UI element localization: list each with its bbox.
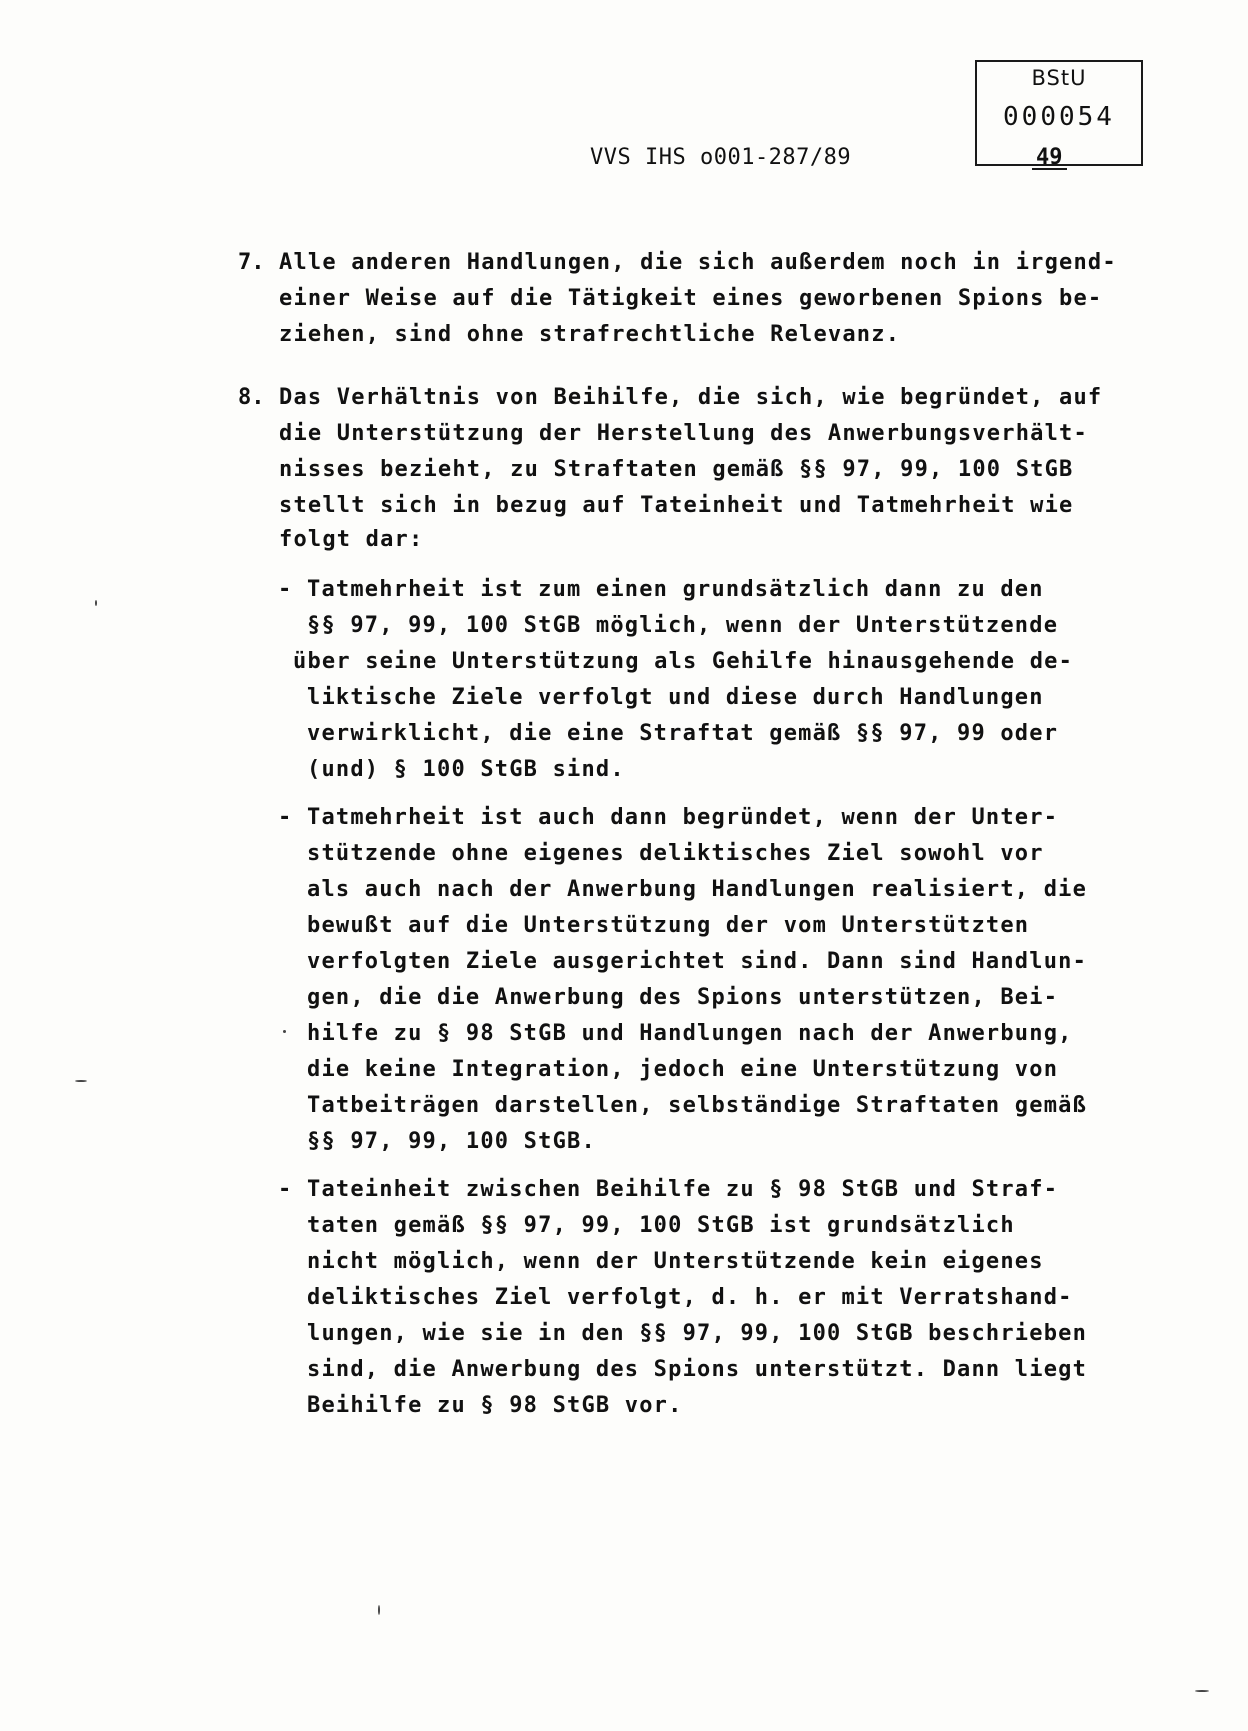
scan-speck <box>378 1605 380 1615</box>
bullet-3-marker: - <box>278 1177 292 1202</box>
bullet-3-line: lungen, wie sie in den §§ 97, 99, 100 StGB beschrieben <box>307 1321 1088 1346</box>
scan-speck <box>75 1080 87 1082</box>
bullet-1-line: liktische Ziele verfolgt und diese durch Handlungen <box>307 685 1044 710</box>
item-8-line: die Unterstützung der Herstellung des Anwerbungsverhält- <box>279 421 1088 446</box>
bullet-2-line: gen, die die Anwerbung des Spions unterstützen, Bei- <box>307 985 1059 1010</box>
bullet-3-line: Tateinheit zwischen Beihilfe zu § 98 StGB und Straf- <box>307 1177 1059 1202</box>
bullet-2-line: Tatmehrheit ist auch dann begründet, wenn der Unter- <box>307 805 1059 830</box>
bullet-2-line: verfolgten Ziele ausgerichtet sind. Dann sind Handlun- <box>307 949 1088 974</box>
bullet-2-line: die keine Integration, jedoch eine Unterstützung von <box>307 1057 1059 1082</box>
item-7-line: einer Weise auf die Tätigkeit eines geworbenen Spions be- <box>279 286 1103 311</box>
bullet-2-line: §§ 97, 99, 100 StGB. <box>307 1129 596 1154</box>
scan-speck <box>1195 1690 1209 1692</box>
bullet-1-line: (und) § 100 StGB sind. <box>307 757 625 782</box>
page-number: 49 <box>1032 148 1067 170</box>
scan-speck <box>95 600 97 606</box>
bullet-3-line: nicht möglich, wenn der Unterstützende kein eigenes <box>307 1249 1044 1274</box>
scan-speck <box>283 1030 286 1033</box>
item-8-line: stellt sich in bezug auf Tateinheit und Tatmehrheit wie <box>279 493 1074 518</box>
bullet-1-line: §§ 97, 99, 100 StGB möglich, wenn der Unterstützende <box>307 613 1059 638</box>
bullet-3-line: sind, die Anwerbung des Spions unterstützt. Dann liegt <box>307 1357 1088 1382</box>
item-8-line: folgt dar: <box>279 527 424 552</box>
bullet-1-line: Tatmehrheit ist zum einen grundsätzlich dann zu den <box>307 577 1044 602</box>
stamp-number: 000054 <box>1003 102 1115 132</box>
bullet-2-line: Tatbeiträgen darstellen, selbständige Straftaten gemäß <box>307 1093 1088 1118</box>
bullet-2-line: als auch nach der Anwerbung Handlungen realisiert, die <box>307 877 1088 902</box>
item-8-marker: 8. <box>238 385 265 410</box>
item-7-line: Alle anderen Handlungen, die sich außerdem noch in irgend- <box>279 250 1117 275</box>
document-reference: VVS IHS o001-287/89 <box>590 145 852 170</box>
bullet-2-line: hilfe zu § 98 StGB und Handlungen nach der Anwerbung, <box>307 1021 1073 1046</box>
bullet-2-line: stützende ohne eigenes deliktisches Ziel sowohl vor <box>307 841 1044 866</box>
bullet-2-marker: - <box>278 805 292 830</box>
bullet-1-marker: - <box>278 577 292 602</box>
bullet-3-line: taten gemäß §§ 97, 99, 100 StGB ist grundsätzlich <box>307 1213 1015 1238</box>
item-8-line: nisses bezieht, zu Straftaten gemäß §§ 97, 99, 100 StGB <box>279 457 1074 482</box>
bullet-3-line: Beihilfe zu § 98 StGB vor. <box>307 1393 683 1418</box>
bullet-2-line: bewußt auf die Unterstützung der vom Unterstützten <box>307 913 1030 938</box>
item-8-line: Das Verhältnis von Beihilfe, die sich, wie begründet, auf <box>279 385 1103 410</box>
bullet-3-line: deliktisches Ziel verfolgt, d. h. er mit Verratshand- <box>307 1285 1073 1310</box>
bullet-1-line: über seine Unterstützung als Gehilfe hinausgehende de- <box>293 649 1074 674</box>
item-7-line: ziehen, sind ohne strafrechtliche Relevanz. <box>279 322 901 347</box>
stamp-organization: BStU <box>1031 66 1087 90</box>
item-7-marker: 7. <box>238 250 265 275</box>
bullet-1-line: verwirklicht, die eine Straftat gemäß §§ 97, 99 oder <box>307 721 1059 746</box>
